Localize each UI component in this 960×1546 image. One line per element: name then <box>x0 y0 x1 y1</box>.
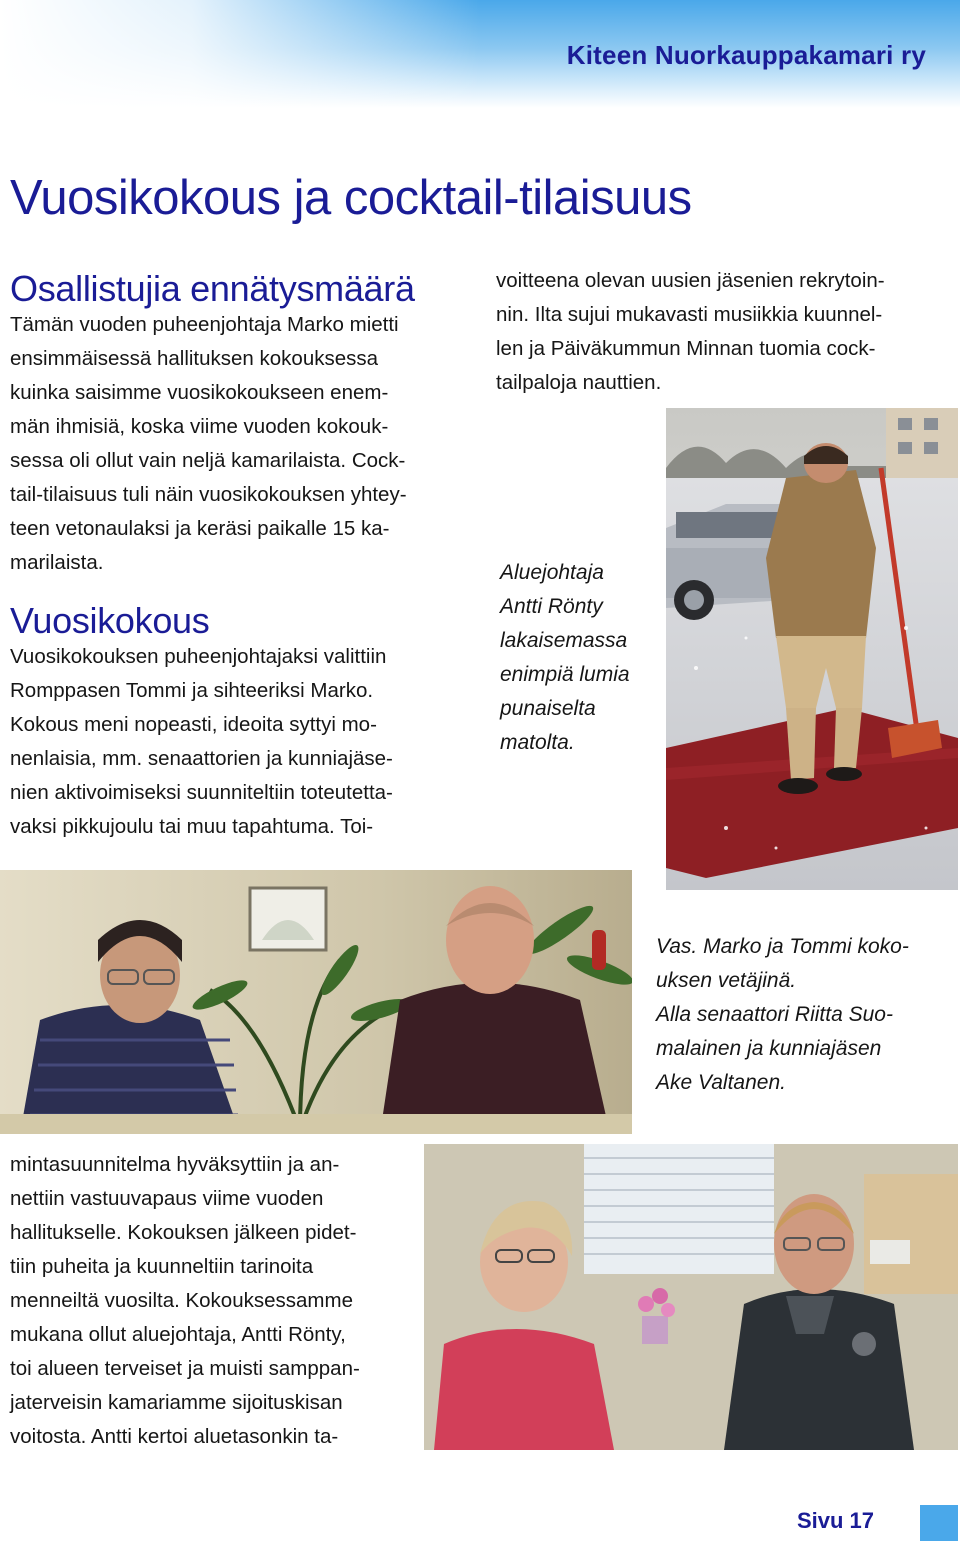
text-line: vaksi pikkujoulu tai muu tapahtuma. Toi- <box>10 815 374 838</box>
text-line: hallitukselle. Kokouksen jälkeen pidet- <box>10 1221 357 1244</box>
section1-text <box>10 308 470 580</box>
section2-text <box>10 640 470 844</box>
organization-name: Kiteen Nuorkauppakamari ry <box>566 40 926 70</box>
text-line: marilaista. <box>10 551 104 574</box>
caption-line: Vas. Marko ja Tommi koko- <box>656 935 909 958</box>
text-line: Vuosikokouksen puheenjohtajaksi valittiin <box>10 645 387 668</box>
text-line: nenlaisia, mm. senaattorien ja kunniajäse- <box>10 747 393 770</box>
caption-line: Alla senaattori Riitta Suo- <box>656 1003 893 1026</box>
text-line: män ihmisiä, koska viime vuoden kokouk- <box>10 415 389 438</box>
text-line: nin. Ilta sujui mukavasti musiikkia kuunnel- <box>496 303 883 326</box>
snow-sweeping-photo <box>666 408 958 890</box>
section-heading-annual-meeting: Vuosikokous <box>10 600 210 641</box>
text-line: tiin puheita ja kuunneltiin tarinoita <box>10 1255 314 1278</box>
caption-line: uksen vetäjinä. <box>656 969 797 992</box>
text-line: mintasuunnitelma hyväksyttiin ja an- <box>10 1153 340 1176</box>
text-line: voitteena olevan uusien jäsenien rekrytoin- <box>496 269 885 292</box>
text-line: Romppasen Tommi ja sihteeriksi Marko. <box>10 679 374 702</box>
text-line: menneiltä vuosilta. Kokouksessamme <box>10 1289 353 1312</box>
text-line: sessa oli ollut vain neljä kamarilaista. Cock- <box>10 449 406 472</box>
text-line: tail-tilaisuus tuli näin vuosikokouksen yhtey- <box>10 483 407 506</box>
caption-line: Aluejohtaja <box>500 561 604 584</box>
text-line: mukana ollut aluejohtaja, Antti Rönty, <box>10 1323 346 1346</box>
bottom-column-text <box>10 1148 420 1454</box>
text-line: nettiin vastuuvapaus viime vuoden <box>10 1187 324 1210</box>
page-corner-marker <box>920 1505 958 1541</box>
section-heading-participants: Osallistujia ennätysmäärä <box>10 268 415 309</box>
text-line: toi alueen terveiset ja muisti samppan- <box>10 1357 360 1380</box>
caption-line: Ake Valtanen. <box>656 1071 786 1094</box>
text-line: kuinka saisimme vuosikokoukseen enem- <box>10 381 389 404</box>
caption-line: Antti Rönty <box>500 595 603 618</box>
text-line: tailpaloja nauttien. <box>496 371 662 394</box>
caption-line: malainen ja kunniajäsen <box>656 1037 882 1060</box>
text-line: jaterveisin kamariamme sijoituskisan <box>10 1391 343 1414</box>
caption-line: enimpiä lumia <box>500 663 630 686</box>
meeting-photos-caption <box>656 930 956 1100</box>
page-number: Sivu 17 <box>796 1508 874 1533</box>
text-line: nien aktivoimiseksi suunniteltiin toteutetta- <box>10 781 393 804</box>
right-column-text <box>496 264 956 400</box>
caption-line: lakaisemassa <box>500 629 628 652</box>
meeting-leaders-photo <box>0 870 632 1134</box>
text-line: Tämän vuoden puheenjohtaja Marko mietti <box>10 313 399 336</box>
caption-line: matolta. <box>500 731 575 754</box>
text-line: ensimmäisessä hallituksen kokouksessa <box>10 347 379 370</box>
article-title: Vuosikokous ja cocktail-tilaisuus <box>10 171 692 225</box>
text-line: Kokous meni nopeasti, ideoita syttyi mo- <box>10 713 377 736</box>
caption-line: punaiselta <box>500 697 596 720</box>
snow-photo-caption <box>500 556 660 760</box>
text-line: teen vetonaulaksi ja keräsi paikalle 15 ka- <box>10 517 390 540</box>
text-line: voitosta. Antti kertoi aluetasonkin ta- <box>10 1425 339 1448</box>
text-line: len ja Päiväkummun Minnan tuomia cock- <box>496 337 876 360</box>
senator-and-honorary-member-photo <box>424 1144 958 1450</box>
